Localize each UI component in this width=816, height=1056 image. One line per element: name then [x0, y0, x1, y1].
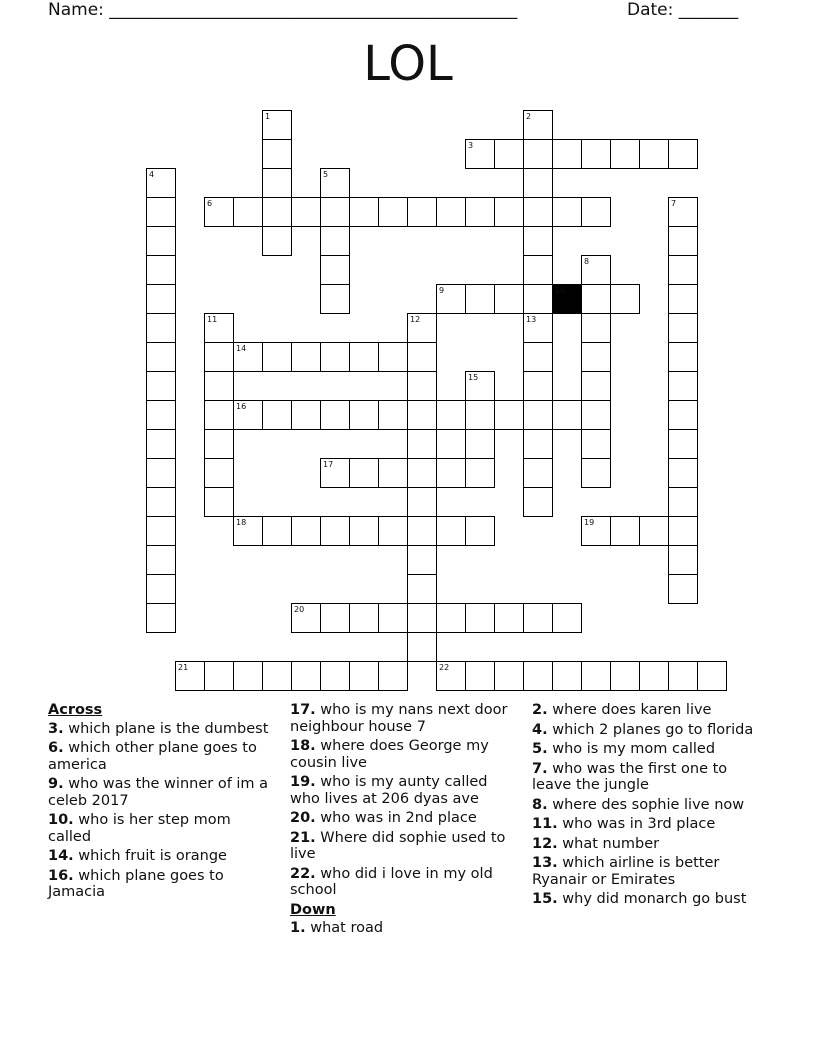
- clue-number: 18: [236, 518, 247, 527]
- grid-cell[interactable]: [494, 197, 524, 227]
- grid-cell[interactable]: [320, 168, 350, 198]
- grid-cell[interactable]: [407, 516, 437, 546]
- clue-across: 3. which plane is the dumbest: [48, 720, 269, 737]
- clue-number: 11: [207, 315, 218, 324]
- clue-number: 10: [555, 286, 566, 295]
- grid-cell[interactable]: [233, 516, 263, 546]
- grid-cell[interactable]: [581, 255, 611, 285]
- grid-cell[interactable]: [552, 139, 582, 169]
- grid-cell[interactable]: [146, 313, 176, 343]
- grid-cell[interactable]: [668, 255, 698, 285]
- clue-number: 14: [236, 344, 247, 353]
- grid-cell[interactable]: [494, 603, 524, 633]
- grid-cell[interactable]: [436, 516, 466, 546]
- grid-cell[interactable]: [320, 255, 350, 285]
- clue-number: 15: [468, 373, 479, 382]
- grid-cell[interactable]: [436, 458, 466, 488]
- grid-cell[interactable]: [262, 226, 292, 256]
- grid-cell[interactable]: [262, 516, 292, 546]
- grid-cell[interactable]: [581, 429, 611, 459]
- grid-cell[interactable]: [581, 197, 611, 227]
- grid-cell[interactable]: [407, 342, 437, 372]
- grid-cell[interactable]: [233, 342, 263, 372]
- grid-cell[interactable]: [262, 197, 292, 227]
- grid-cell[interactable]: [523, 458, 553, 488]
- grid-cell[interactable]: [668, 342, 698, 372]
- grid-cell[interactable]: [465, 371, 495, 401]
- grid-cell[interactable]: [407, 632, 437, 662]
- grid-cell[interactable]: [465, 429, 495, 459]
- grid-cell[interactable]: [523, 400, 553, 430]
- grid-cell[interactable]: [552, 400, 582, 430]
- grid-cell[interactable]: [291, 661, 321, 691]
- grid-cell[interactable]: [523, 168, 553, 198]
- grid-cell[interactable]: [349, 197, 379, 227]
- grid-cell[interactable]: [146, 255, 176, 285]
- grid-cell[interactable]: [320, 226, 350, 256]
- grid-cell[interactable]: [523, 284, 553, 314]
- grid-cell[interactable]: [407, 545, 437, 575]
- grid-cell[interactable]: [349, 342, 379, 372]
- grid-cell[interactable]: [320, 516, 350, 546]
- grid-cell[interactable]: [494, 661, 524, 691]
- grid-cell[interactable]: [581, 400, 611, 430]
- grid-cell[interactable]: [146, 516, 176, 546]
- grid-cell[interactable]: [146, 487, 176, 517]
- grid-cell[interactable]: [146, 603, 176, 633]
- grid-cell[interactable]: [378, 342, 408, 372]
- grid-cell[interactable]: [378, 661, 408, 691]
- grid-cell[interactable]: [581, 371, 611, 401]
- clue-across: 18. where does George my cousin live: [290, 738, 489, 771]
- grid-cell[interactable]: [668, 400, 698, 430]
- grid-cell[interactable]: [552, 661, 582, 691]
- grid-cell[interactable]: [204, 313, 234, 343]
- grid-cell[interactable]: [523, 139, 553, 169]
- grid-cell[interactable]: [146, 342, 176, 372]
- grid-cell[interactable]: [494, 139, 524, 169]
- grid-cell[interactable]: [523, 603, 553, 633]
- grid-cell[interactable]: [465, 516, 495, 546]
- grid-cell[interactable]: [436, 197, 466, 227]
- grid-cell[interactable]: [668, 197, 698, 227]
- grid-cell[interactable]: [146, 197, 176, 227]
- grid-cell[interactable]: [407, 487, 437, 517]
- clue-number: 2: [526, 112, 532, 121]
- grid-cell[interactable]: [233, 400, 263, 430]
- grid-cell[interactable]: [146, 458, 176, 488]
- grid-cell[interactable]: [320, 603, 350, 633]
- grid-cell[interactable]: [668, 487, 698, 517]
- grid-cell[interactable]: [146, 284, 176, 314]
- grid-cell[interactable]: [610, 139, 640, 169]
- grid-cell[interactable]: [291, 400, 321, 430]
- clue-number: 1: [265, 112, 271, 121]
- grid-cell[interactable]: [146, 545, 176, 575]
- grid-cell[interactable]: [407, 197, 437, 227]
- grid-cell[interactable]: [523, 371, 553, 401]
- grid-cell[interactable]: [407, 371, 437, 401]
- grid-cell[interactable]: [581, 516, 611, 546]
- grid-cell[interactable]: [465, 284, 495, 314]
- grid-cell[interactable]: [523, 110, 553, 140]
- grid-cell[interactable]: [378, 516, 408, 546]
- clue-across: 22. who did i love in my old school: [290, 865, 493, 898]
- clue-down: 11. who was in 3rd place: [532, 816, 716, 832]
- clue-number: 8: [584, 257, 590, 266]
- grid-cell[interactable]: [349, 516, 379, 546]
- grid-cell[interactable]: [204, 371, 234, 401]
- grid-cell[interactable]: [291, 603, 321, 633]
- grid-cell[interactable]: [668, 458, 698, 488]
- grid-cell[interactable]: [204, 429, 234, 459]
- grid-cell[interactable]: [204, 458, 234, 488]
- date-field-line: Date: _______: [627, 0, 739, 20]
- grid-cell[interactable]: [175, 661, 205, 691]
- grid-cell[interactable]: [697, 661, 727, 691]
- clue-down: 2. where does karen live: [532, 702, 712, 718]
- name-field-line: Name: ________________________________________________: [48, 0, 518, 20]
- grid-cell[interactable]: [320, 400, 350, 430]
- grid-cell[interactable]: [407, 400, 437, 430]
- grid-cell[interactable]: [262, 661, 292, 691]
- grid-cell[interactable]: [581, 284, 611, 314]
- clue-number: 12: [410, 315, 421, 324]
- clue-across: 10. who is her step mom called: [48, 812, 231, 845]
- grid-cell[interactable]: [465, 197, 495, 227]
- grid-cell[interactable]: [523, 255, 553, 285]
- grid-cell[interactable]: [378, 458, 408, 488]
- grid-cell[interactable]: [378, 197, 408, 227]
- grid-cell[interactable]: [668, 226, 698, 256]
- grid-cell[interactable]: [233, 661, 263, 691]
- grid-cell-black: [552, 284, 582, 314]
- grid-cell[interactable]: [407, 313, 437, 343]
- grid-cell[interactable]: [523, 226, 553, 256]
- clue-down: 13. which airline is better Ryanair or Emirates: [532, 855, 720, 888]
- grid-cell[interactable]: [668, 139, 698, 169]
- grid-cell[interactable]: [668, 371, 698, 401]
- clue-number: 7: [671, 199, 677, 208]
- grid-cell[interactable]: [146, 371, 176, 401]
- grid-cell[interactable]: [610, 661, 640, 691]
- grid-cell[interactable]: [262, 110, 292, 140]
- grid-cell[interactable]: [204, 400, 234, 430]
- grid-cell[interactable]: [146, 168, 176, 198]
- grid-cell[interactable]: [436, 284, 466, 314]
- grid-cell[interactable]: [349, 400, 379, 430]
- grid-cell[interactable]: [465, 661, 495, 691]
- across-heading: Across: [48, 702, 103, 718]
- grid-cell[interactable]: [436, 661, 466, 691]
- grid-cell[interactable]: [407, 429, 437, 459]
- clue-down: 1. what road: [290, 920, 384, 936]
- grid-cell[interactable]: [668, 429, 698, 459]
- clue-number: 5: [323, 170, 329, 179]
- clue-across: 20. who was in 2nd place: [290, 810, 477, 826]
- grid-cell[interactable]: [639, 516, 669, 546]
- grid-cell[interactable]: [262, 400, 292, 430]
- grid-cell[interactable]: [407, 458, 437, 488]
- clue-across: 19. who is my aunty called who lives at 206 dyas ave: [290, 774, 488, 807]
- grid-cell[interactable]: [320, 284, 350, 314]
- clue-number: 4: [149, 170, 155, 179]
- grid-cell[interactable]: [523, 429, 553, 459]
- grid-cell[interactable]: [523, 197, 553, 227]
- clue-across: 17. who is my nans next door neighbour house 7: [290, 702, 508, 735]
- grid-cell[interactable]: [146, 574, 176, 604]
- clue-number: 17: [323, 460, 334, 469]
- grid-cell[interactable]: [552, 197, 582, 227]
- grid-cell[interactable]: [494, 400, 524, 430]
- grid-cell[interactable]: [349, 458, 379, 488]
- grid-cell[interactable]: [262, 168, 292, 198]
- clue-column-2: [290, 702, 520, 940]
- clue-across: 9. who was the winner of im a celeb 2017: [48, 776, 269, 809]
- grid-cell[interactable]: [291, 197, 321, 227]
- clue-across: 16. which plane goes to Jamacia: [48, 867, 224, 900]
- clue-down: 12. what number: [532, 835, 660, 852]
- grid-cell[interactable]: [146, 226, 176, 256]
- grid-cell[interactable]: [320, 458, 350, 488]
- grid-cell[interactable]: [465, 603, 495, 633]
- grid-cell[interactable]: [378, 400, 408, 430]
- grid-cell[interactable]: [436, 400, 466, 430]
- grid-cell[interactable]: [668, 284, 698, 314]
- clue-column-3: [532, 702, 762, 911]
- grid-cell[interactable]: [523, 661, 553, 691]
- grid-cell[interactable]: [639, 661, 669, 691]
- grid-cell[interactable]: [291, 516, 321, 546]
- grid-cell[interactable]: [146, 429, 176, 459]
- grid-cell[interactable]: [204, 197, 234, 227]
- grid-cell[interactable]: [668, 545, 698, 575]
- clue-number: 20: [294, 605, 305, 614]
- puzzle-title: LOL: [363, 36, 453, 92]
- grid-cell[interactable]: [581, 139, 611, 169]
- grid-cell[interactable]: [668, 516, 698, 546]
- grid-cell[interactable]: [465, 139, 495, 169]
- clue-across: 21. Where did sophie used to live: [290, 829, 506, 862]
- clue-number: 16: [236, 402, 247, 411]
- clue-down: 8. where des sophie live now: [532, 796, 745, 813]
- grid-cell[interactable]: [668, 313, 698, 343]
- grid-cell[interactable]: [378, 603, 408, 633]
- clue-down: 7. who was the first one to leave the jungle: [532, 760, 728, 793]
- clue-number: 22: [439, 663, 450, 672]
- grid-cell[interactable]: [610, 516, 640, 546]
- grid-cell[interactable]: [349, 603, 379, 633]
- grid-cell[interactable]: [523, 313, 553, 343]
- grid-cell[interactable]: [668, 661, 698, 691]
- grid-cell[interactable]: [320, 197, 350, 227]
- grid-cell[interactable]: [523, 487, 553, 517]
- clue-number: 9: [439, 286, 445, 295]
- grid-cell[interactable]: [349, 661, 379, 691]
- grid-cell[interactable]: [610, 284, 640, 314]
- grid-cell[interactable]: [291, 342, 321, 372]
- clue-number: 21: [178, 663, 189, 672]
- grid-cell[interactable]: [146, 400, 176, 430]
- grid-cell[interactable]: [552, 603, 582, 633]
- grid-cell[interactable]: [262, 342, 292, 372]
- grid-cell[interactable]: [639, 139, 669, 169]
- grid-cell[interactable]: [204, 661, 234, 691]
- clue-down: 4. which 2 planes go to florida: [532, 721, 754, 738]
- down-heading: Down: [290, 901, 336, 918]
- grid-cell[interactable]: [204, 487, 234, 517]
- grid-cell[interactable]: [581, 458, 611, 488]
- grid-cell[interactable]: [320, 342, 350, 372]
- clue-number: 6: [207, 199, 213, 208]
- grid-cell[interactable]: [407, 603, 437, 633]
- clue-across: 6. which other plane goes to america: [48, 740, 257, 773]
- grid-cell[interactable]: [436, 603, 466, 633]
- clue-across: 14. which fruit is orange: [48, 848, 227, 864]
- clue-down: 5. who is my mom called: [532, 741, 716, 757]
- grid-cell[interactable]: [320, 661, 350, 691]
- grid-cell[interactable]: [668, 574, 698, 604]
- grid-cell[interactable]: [407, 574, 437, 604]
- grid-cell[interactable]: [262, 139, 292, 169]
- grid-cell[interactable]: [465, 400, 495, 430]
- grid-cell[interactable]: [581, 342, 611, 372]
- clue-number: 19: [584, 518, 595, 527]
- grid-cell[interactable]: [233, 197, 263, 227]
- grid-cell[interactable]: [523, 342, 553, 372]
- grid-cell[interactable]: [581, 661, 611, 691]
- grid-cell[interactable]: [581, 313, 611, 343]
- clue-column-1: [48, 702, 278, 904]
- grid-cell[interactable]: [465, 458, 495, 488]
- grid-cell[interactable]: [494, 284, 524, 314]
- clue-down: 15. why did monarch go bust: [532, 891, 747, 907]
- grid-cell[interactable]: [204, 342, 234, 372]
- clue-number: 13: [526, 315, 537, 324]
- clue-number: 3: [468, 141, 474, 150]
